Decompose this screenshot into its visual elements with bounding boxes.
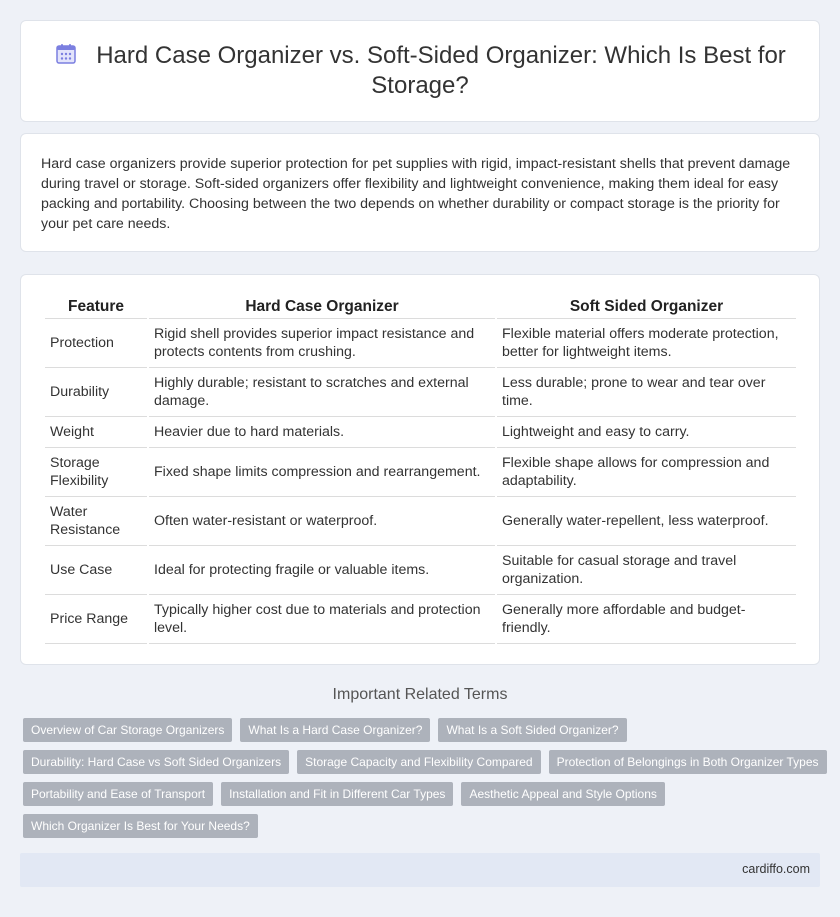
soft-sided-cell: Flexible shape allows for compression and adaptability.: [497, 448, 796, 497]
feature-cell: Storage Flexibility: [45, 448, 147, 497]
header-feature: Feature: [45, 295, 147, 319]
header-hard-case: Hard Case Organizer: [149, 295, 495, 319]
soft-sided-cell: Generally water-repellent, less waterproof.: [497, 497, 796, 546]
related-terms-heading: Important Related Terms: [332, 686, 508, 703]
tag-row: [23, 814, 823, 838]
footer-site-link[interactable]: cardiffo.com: [742, 862, 810, 876]
soft-sided-cell: Suitable for casual storage and travel organization.: [497, 546, 796, 595]
table-row: [45, 368, 796, 417]
table-row: [45, 448, 796, 497]
table-row: [45, 417, 796, 448]
title-card: [20, 20, 820, 122]
tag-row: [23, 718, 823, 742]
related-term-tag[interactable]: Portability and Ease of Transport: [23, 782, 213, 806]
calendar-grid-icon: [54, 42, 78, 66]
page-title: [51, 41, 789, 101]
comparison-table: [43, 295, 798, 644]
soft-sided-cell: Lightweight and easy to carry.: [497, 417, 796, 448]
soft-sided-cell: Flexible material offers moderate protection, better for lightweight items.: [497, 319, 796, 368]
page-title-text: Hard Case Organizer vs. Soft-Sided Organizer: Which Is Best for Storage?: [96, 42, 786, 99]
hard-case-cell: Typically higher cost due to materials and protection level.: [149, 595, 495, 644]
hard-case-cell: Fixed shape limits compression and rearrangement.: [149, 448, 495, 497]
intro-text: Hard case organizers provide superior protection for pet supplies with rigid, impact-resistant shells that prevent damage during travel or storage. Soft-sided organizers offer flexibility and lightweight convenience, making them ideal for easy packing and portability. Choosing between the two depends on whether durability or compact storage is the priority for your pet care needs.: [41, 156, 791, 232]
related-term-tag[interactable]: Storage Capacity and Flexibility Compared: [297, 750, 540, 774]
hard-case-cell: Ideal for protecting fragile or valuable items.: [149, 546, 495, 595]
related-term-tag[interactable]: Installation and Fit in Different Car Types: [221, 782, 453, 806]
table-row: [45, 546, 796, 595]
table-row: [45, 595, 796, 644]
table-header-row: [45, 295, 796, 319]
related-terms-tags: [23, 718, 823, 846]
related-term-tag[interactable]: What Is a Soft Sided Organizer?: [438, 718, 626, 742]
related-term-tag[interactable]: Overview of Car Storage Organizers: [23, 718, 232, 742]
related-term-tag[interactable]: Which Organizer Is Best for Your Needs?: [23, 814, 258, 838]
table-row: [45, 497, 796, 546]
feature-cell: Protection: [45, 319, 147, 368]
intro-card: [20, 133, 820, 252]
soft-sided-cell: Generally more affordable and budget-friendly.: [497, 595, 796, 644]
tag-row: [23, 750, 823, 774]
feature-cell: Price Range: [45, 595, 147, 644]
feature-cell: Use Case: [45, 546, 147, 595]
hard-case-cell: Highly durable; resistant to scratches and external damage.: [149, 368, 495, 417]
hard-case-cell: Heavier due to hard materials.: [149, 417, 495, 448]
footer: [20, 853, 820, 887]
related-term-tag[interactable]: Durability: Hard Case vs Soft Sided Organizers: [23, 750, 289, 774]
soft-sided-cell: Less durable; prone to wear and tear over time.: [497, 368, 796, 417]
table-row: [45, 319, 796, 368]
hard-case-cell: Rigid shell provides superior impact resistance and protects contents from crushing.: [149, 319, 495, 368]
tag-row: [23, 782, 823, 806]
comparison-table-card: [20, 274, 820, 665]
feature-cell: Weight: [45, 417, 147, 448]
feature-cell: Water Resistance: [45, 497, 147, 546]
related-term-tag[interactable]: Aesthetic Appeal and Style Options: [461, 782, 664, 806]
header-soft-sided: Soft Sided Organizer: [497, 295, 796, 319]
related-term-tag[interactable]: What Is a Hard Case Organizer?: [240, 718, 430, 742]
related-term-tag[interactable]: Protection of Belongings in Both Organizer Types: [549, 750, 827, 774]
hard-case-cell: Often water-resistant or waterproof.: [149, 497, 495, 546]
feature-cell: Durability: [45, 368, 147, 417]
